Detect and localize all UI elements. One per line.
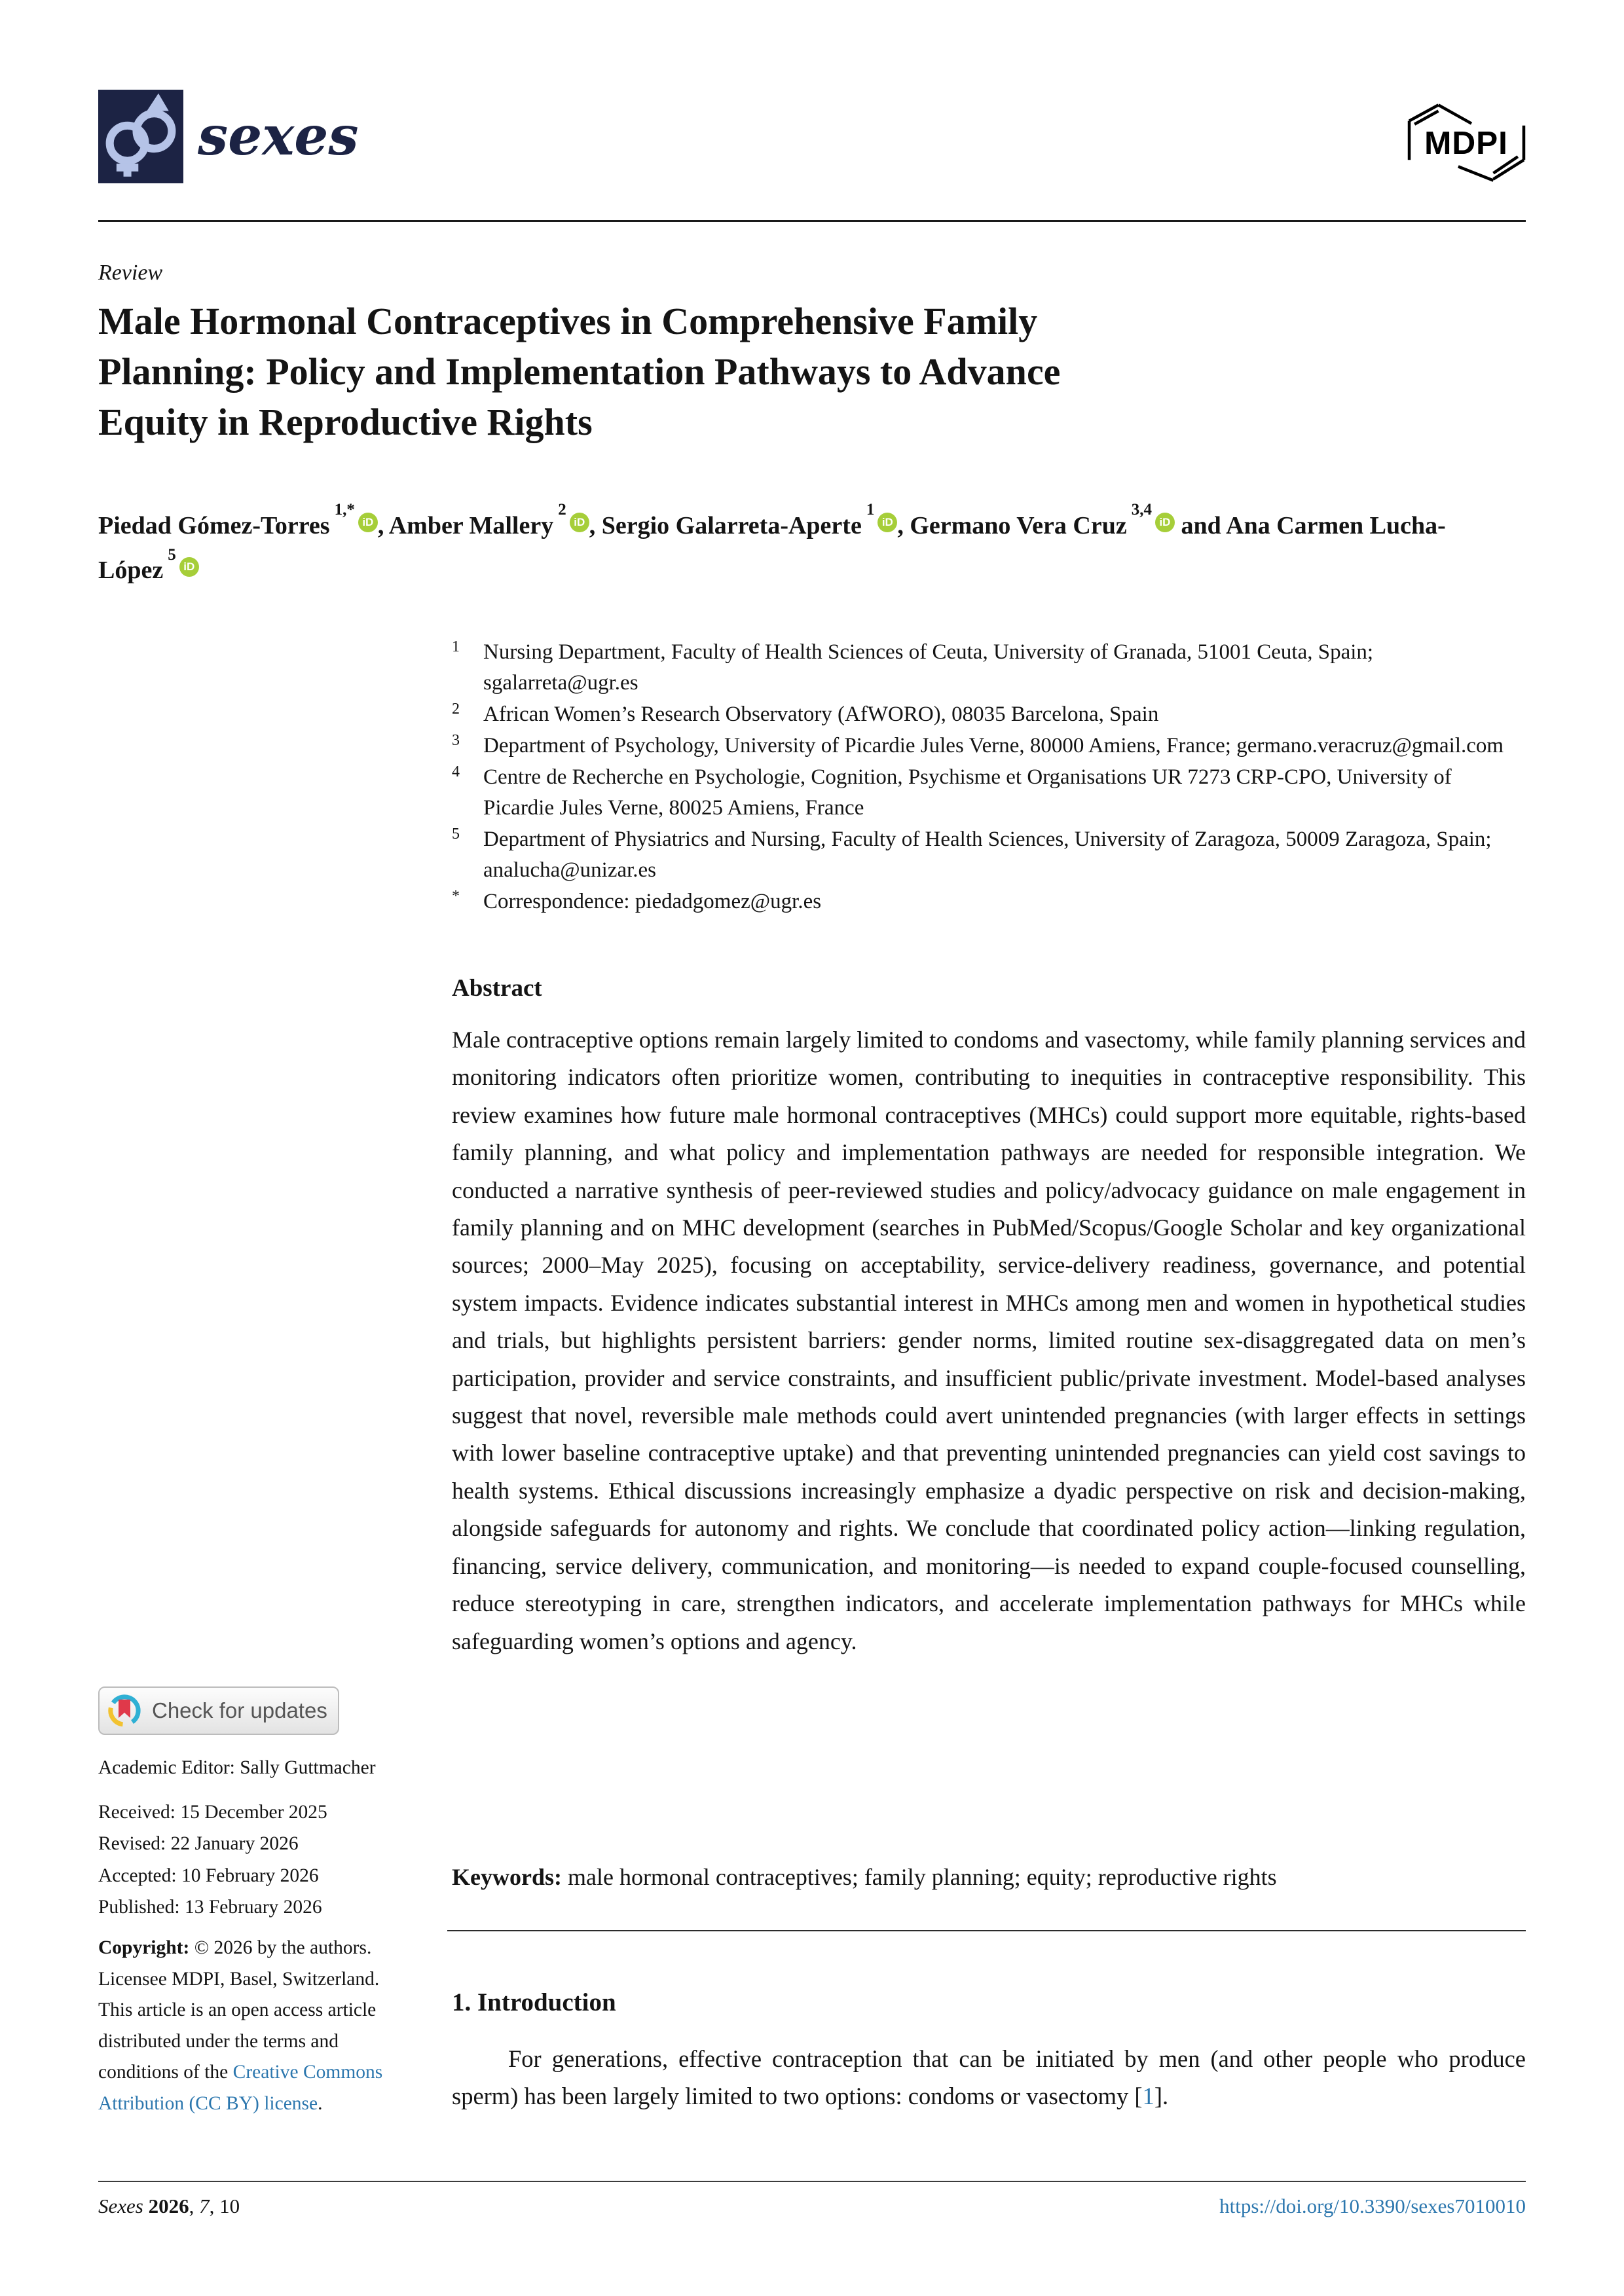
journal-wordmark: sexes xyxy=(198,105,359,168)
footer-citation: Sexes 2026, 7, 10 xyxy=(98,2195,240,2217)
author-name: Amber Mallery$^2$iD , xyxy=(388,501,602,539)
affiliation-list xyxy=(452,637,1506,918)
article-title-line: Male Hormonal Contraceptives in Comprehensive Family xyxy=(98,300,1038,342)
introduction-paragraph xyxy=(452,2040,1526,2115)
check-for-updates-label: Check for updates xyxy=(152,1698,327,1722)
affiliation-text: Centre de Recherche en Psychologie, Cognition, Psychisme et Organisations UR 7273 CRP-CPO, University of Picardie Jules Verne, 80025 Amiens, France xyxy=(483,765,1452,820)
affiliation-text: Nursing Department, Faculty of Health Sciences of Ceuta, University of Granada, 51001 Ceuta, Spain; sgalarreta@ugr.es xyxy=(483,640,1374,695)
article-title-line: Planning: Policy and Implementation Pathways to Advance xyxy=(98,350,1061,393)
author-name: Piedad Gómez-Torres$^{1,*}$iD , xyxy=(98,501,389,539)
orcid-icon[interactable]: iD xyxy=(570,513,589,532)
keywords-line xyxy=(452,1863,1526,1891)
footer-journal-name: Sexes xyxy=(98,2195,143,2217)
copyright-label: Copyright: xyxy=(98,1937,190,1958)
journal-logo xyxy=(98,90,183,183)
author-name: Sergio Galarreta-Aperte$^1$iD , xyxy=(601,501,910,539)
keywords-text: male hormonal contraceptives; family planning; equity; reproductive rights xyxy=(567,1864,1277,1890)
affiliation-marker: 4 xyxy=(452,763,460,780)
intro-text-end: ]. xyxy=(1154,2083,1169,2109)
affiliation-row xyxy=(452,637,1506,699)
keywords-label: Keywords: xyxy=(452,1864,562,1890)
history-date-line: Revised: 22 January 2026 xyxy=(98,1833,299,1855)
section-divider xyxy=(447,1930,1526,1931)
affiliation-text: African Women’s Research Observatory (AfWORO), 08035 Barcelona, Spain xyxy=(483,702,1159,726)
article-title xyxy=(98,296,1480,447)
copyright-notice xyxy=(98,1933,409,2120)
article-type-label: Review xyxy=(98,261,163,285)
footer-page: 10 xyxy=(219,2195,240,2217)
author-list xyxy=(98,500,1519,590)
orcid-icon[interactable]: iD xyxy=(877,513,897,532)
history-date-line: Published: 13 February 2026 xyxy=(98,1896,322,1918)
affiliation-text: Department of Physiatrics and Nursing, Faculty of Health Sciences, University of Zaragoza, 50009 Zaragoza, Spain; analucha@unizar.es xyxy=(483,828,1492,882)
orcid-icon[interactable]: iD xyxy=(1155,513,1175,532)
affiliation-row xyxy=(452,886,1506,917)
history-date-line: Received: 15 December 2025 xyxy=(98,1802,327,1823)
intro-text: For generations, effective contraception that can be initiated by men (and other people who produce sperm) has been largely limited to two options: condoms or vasectomy [ xyxy=(452,2045,1526,2109)
check-for-updates-button[interactable] xyxy=(98,1686,339,1735)
citation-ref-1[interactable]: 1 xyxy=(1142,2083,1154,2109)
section-heading-introduction: 1. Introduction xyxy=(452,1988,616,2016)
affiliation-text: Correspondence: piedadgomez@ugr.es xyxy=(483,890,822,913)
abstract-heading: Abstract xyxy=(452,975,542,1002)
affiliation-row xyxy=(452,824,1506,886)
crossmark-icon xyxy=(107,1694,141,1728)
academic-editor-line: Academic Editor: Sally Guttmacher xyxy=(98,1757,376,1778)
orcid-icon[interactable]: iD xyxy=(358,513,378,532)
affiliation-text: Department of Psychology, University of Picardie Jules Verne, 80000 Amiens, France; germano.veracruz@gmail.com xyxy=(483,734,1504,757)
footer-year: 2026 xyxy=(148,2195,189,2217)
history-date-line: Accepted: 10 February 2026 xyxy=(98,1865,319,1886)
author-name: Germano Vera Cruz$^{3,4}$iD and xyxy=(910,501,1227,539)
footer xyxy=(98,2195,1526,2218)
affiliation-marker: * xyxy=(452,888,460,905)
affiliation-marker: 3 xyxy=(452,732,460,749)
orcid-icon[interactable]: iD xyxy=(179,557,199,577)
abstract-text: Male contraceptive options remain largely limited to condoms and vasectomy, while family planning services and monitoring indicators often prioritize women, contributing to inequities in contraceptive responsibility. This review examines how future male hormonal contraceptives (MHCs) could support more equitable, rights-based family planning, and what policy and implementation pathways are needed for responsible integration. We conducted a narrative synthesis of peer-reviewed studies and policy/advocacy guidance on male engagement in family planning and on MHC development (searches in PubMed/Scopus/Google Scholar and key organizational sources; 2000–May 2025), focusing on acceptability, service-delivery readiness, governance, and potential system impacts. Evidence indicates substantial interest in MHCs among men and women in hypothetical studies and trials, but highlights persistent barriers: gender norms, limited routine sex-disaggregated data on men’s participation, provider and service constraints, and insufficient public/private investment. Model-based analyses suggest that novel, reversible male methods could avert unintended pregnancies (with larger effects in settings with lower baseline contraceptive uptake) and that preventing unintended pregnancies can yield cost savings to health systems. Ethical discussions increasingly emphasize a dyadic perspective on risk and decision-making, alongside safeguards for autonomy and rights. We conclude that coordinated policy action—linking regulation, financing, service delivery, communication, and monitoring—is needed to expand couple-focused counselling, reduce stereotyping in care, strengthen indicators, and accelerate implementation pathways for MHCs while safeguarding women’s options and agency. xyxy=(452,1027,1526,1654)
article-history-dates xyxy=(98,1796,327,1923)
affiliation-marker: 1 xyxy=(452,638,460,655)
author-name: Ana Carmen Lucha-López$^5$iD xyxy=(98,511,1446,585)
affiliation-row xyxy=(452,762,1506,824)
header-divider xyxy=(98,220,1526,222)
gender-symbols-icon xyxy=(98,90,183,183)
affiliation-row xyxy=(452,699,1506,730)
affiliation-row xyxy=(452,731,1506,761)
mdpi-logo xyxy=(1407,102,1526,182)
article-title-line: Equity in Reproductive Rights xyxy=(98,401,593,443)
copyright-text-end: . xyxy=(318,2092,323,2114)
footer-volume: 7 xyxy=(199,2195,210,2217)
affiliation-marker: 2 xyxy=(452,701,460,718)
copyright-text: © 2026 by the authors. Licensee MDPI, Basel, Switzerland. This article is an open access article distributed under the terms and conditions of the xyxy=(98,1937,380,2083)
footer-divider xyxy=(98,2181,1526,2182)
cc-license-link[interactable]: Creative Commons Attribution (CC BY) license xyxy=(98,2062,383,2114)
affiliation-marker: 5 xyxy=(452,826,460,843)
doi-link[interactable]: https://doi.org/10.3390/sexes7010010 xyxy=(1219,2195,1526,2217)
mdpi-wordmark: MDPI xyxy=(1424,125,1508,162)
